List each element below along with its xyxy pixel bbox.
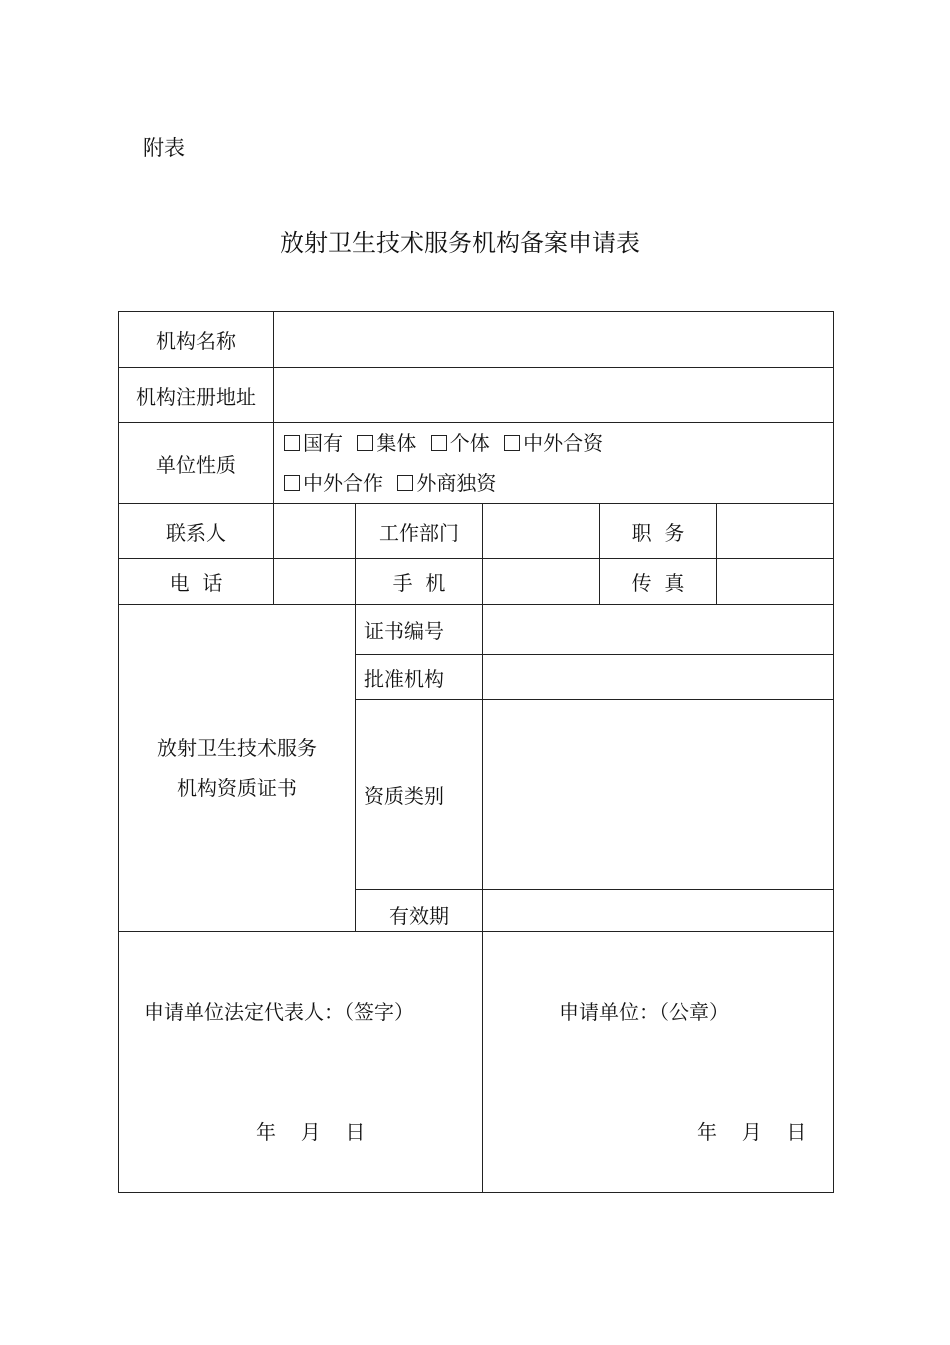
qualification-type-field[interactable] [483, 700, 834, 890]
applicant-unit-label: 申请单位：（公章） [559, 1000, 729, 1024]
row-org-name [119, 312, 834, 368]
document-title: 放射卫生技术服务机构备案申请表 [280, 229, 640, 257]
checkbox-icon[interactable] [357, 435, 373, 451]
mobile-label: 手 机 [356, 559, 483, 605]
org-name-field[interactable] [274, 312, 834, 368]
option-state-owned[interactable]: 国有 [282, 431, 343, 455]
option-wholly-foreign-owned[interactable]: 外商独资 [395, 471, 496, 495]
approval-org-field[interactable] [483, 655, 834, 700]
position-label: 职 务 [600, 504, 717, 559]
phone-field[interactable] [274, 559, 356, 605]
unit-nature-options-line1 [274, 423, 833, 463]
row-cert-number [119, 605, 834, 655]
certificate-section-label [119, 605, 356, 932]
option-sino-foreign-equity[interactable]: 中外合资 [502, 431, 603, 455]
option-individual[interactable]: 个体 [429, 431, 490, 455]
contact-label: 联系人 [119, 504, 274, 559]
cert-number-field[interactable] [483, 605, 834, 655]
validity-label: 有效期 [356, 890, 483, 932]
applicant-unit-seal-cell[interactable] [483, 932, 834, 1193]
approval-org-label: 批准机构 [356, 655, 483, 700]
unit-nature-options-line2 [274, 463, 833, 503]
fax-label: 传 真 [600, 559, 717, 605]
checkbox-icon[interactable] [284, 475, 300, 491]
attachment-label: 附表 [143, 136, 185, 160]
checkbox-icon[interactable] [431, 435, 447, 451]
filing-application-form [118, 311, 834, 1193]
phone-label: 电 话 [119, 559, 274, 605]
org-address-label: 机构注册地址 [119, 368, 274, 423]
option-sino-foreign-cooperative[interactable]: 中外合作 [282, 471, 383, 495]
option-collective[interactable]: 集体 [355, 431, 416, 455]
legal-rep-label: 申请单位法定代表人：（签字） [144, 1000, 414, 1024]
mobile-field[interactable] [483, 559, 600, 605]
contact-field[interactable] [274, 504, 356, 559]
unit-nature-options [274, 423, 834, 504]
cert-number-label: 证书编号 [356, 605, 483, 655]
qualification-type-label: 资质类别 [356, 700, 483, 890]
fax-field[interactable] [717, 559, 834, 605]
org-address-field[interactable] [274, 368, 834, 423]
row-phone [119, 559, 834, 605]
date-left: 年 月 日 [256, 1120, 366, 1144]
row-org-address [119, 368, 834, 423]
legal-rep-signature-cell[interactable] [119, 932, 483, 1193]
certificate-section-label-line1: 放射卫生技术服务 [157, 736, 317, 760]
row-contact [119, 504, 834, 559]
row-signatures [119, 932, 834, 1193]
department-field[interactable] [483, 504, 600, 559]
validity-field[interactable] [483, 890, 834, 932]
unit-nature-label: 单位性质 [119, 423, 274, 504]
checkbox-icon[interactable] [504, 435, 520, 451]
position-field[interactable] [717, 504, 834, 559]
checkbox-icon[interactable] [284, 435, 300, 451]
department-label: 工作部门 [356, 504, 483, 559]
date-right: 年 月 日 [697, 1120, 807, 1144]
org-name-label: 机构名称 [119, 312, 274, 368]
row-unit-nature [119, 423, 834, 504]
certificate-section-label-line2: 机构资质证书 [177, 776, 297, 800]
checkbox-icon[interactable] [397, 475, 413, 491]
